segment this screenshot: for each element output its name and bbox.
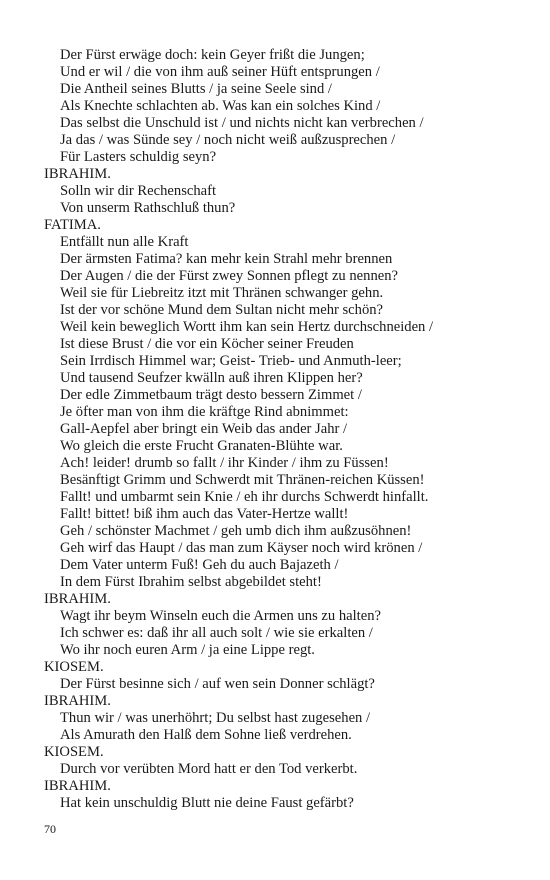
play-text [44, 47, 524, 812]
verse-line: Fallt! bittet! biß ihm auch das Vater-Hertze wallt! [60, 506, 349, 522]
verse-line: Die Antheil seines Blutts / ja seine Seele sind / [60, 81, 332, 97]
verse-line: Sein Irrdisch Himmel war; Geist- Trieb- und Anmuth-leer; [60, 353, 402, 369]
verse-line: Der edle Zimmetbaum trägt desto bessern Zimmet / [60, 387, 362, 403]
verse-line: Wo gleich die erste Frucht Granaten-Blühte war. [60, 438, 343, 454]
verse-line: Solln wir dir Rechenschaft [60, 183, 217, 199]
verse-line: Der Augen / die der Fürst zwey Sonnen pflegt zu nennen? [60, 268, 398, 284]
verse-line: Ach! leider! drumb so fallt / ihr Kinder / ihm zu Füssen! [60, 455, 389, 471]
verse-line: Ist der vor schöne Mund dem Sultan nicht mehr schön? [60, 302, 384, 318]
verse-line: Hat kein unschuldig Blutt nie deine Faust gefärbt? [60, 795, 354, 811]
verse-line: Wagt ihr beym Winseln euch die Armen uns zu halten? [60, 608, 381, 624]
verse-line: Gall-Aepfel aber bringt ein Weib das ander Jahr / [60, 421, 348, 437]
verse-line: Weil kein beweglich Wortt ihm kan sein Hertz durchschneiden / [60, 319, 434, 335]
verse-line: Durch vor verübten Mord hatt er den Tod verkerbt. [60, 761, 358, 777]
verse-line: Weil sie für Liebreitz itzt mit Thränen schwanger gehn. [60, 285, 384, 301]
verse-line: Und er wil / die von ihm auß seiner Hüft entsprungen / [60, 64, 380, 80]
verse-line: Der Fürst besinne sich / auf wen sein Donner schlägt? [60, 676, 375, 692]
verse-line: Als Knechte schlachten ab. Was kan ein solches Kind / [60, 98, 381, 114]
verse-line: Ja das / was Sünde sey / noch nicht weiß außzusprechen / [60, 132, 396, 148]
verse-line: In dem Fürst Ibrahim selbst abgebildet steht! [60, 574, 322, 590]
speaker-name: KIOSEM. [44, 659, 104, 675]
verse-line: Fallt! und umbarmt sein Knie / eh ihr durchs Schwerdt hinfallt. [60, 489, 429, 505]
verse-line: Als Amurath den Halß dem Sohne ließ verdrehen. [60, 727, 352, 743]
verse-line: Das selbst die Unschuld ist / und nichts nicht kan verbrechen / [60, 115, 424, 131]
verse-line: Besänftigt Grimm und Schwerdt mit Thränen-reichen Küssen! [60, 472, 425, 488]
speaker-name: FATIMA. [44, 217, 101, 233]
verse-line: Wo ihr noch euren Arm / ja eine Lippe regt. [60, 642, 315, 658]
verse-line: Je öfter man von ihm die kräftge Rind abnimmet: [60, 404, 349, 420]
verse-line: Ich schwer es: daß ihr all auch solt / wie sie erkalten / [60, 625, 373, 641]
verse-line: Ist diese Brust / die vor ein Köcher seiner Freuden [60, 336, 354, 352]
verse-line: Dem Vater unterm Fuß! Geh du auch Bajazeth / [60, 557, 339, 573]
verse-line: Der Fürst erwäge doch: kein Geyer frißt die Jungen; [60, 47, 365, 63]
verse-line: Der ärmsten Fatima? kan mehr kein Strahl mehr brennen [60, 251, 393, 267]
verse-line: Entfällt nun alle Kraft [60, 234, 189, 250]
page-number: 70 [44, 822, 56, 836]
speaker-name: KIOSEM. [44, 744, 104, 760]
verse-line: Thun wir / was unerhöhrt; Du selbst hast zugesehen / [60, 710, 371, 726]
speaker-name: IBRAHIM. [44, 591, 111, 607]
speaker-name: IBRAHIM. [44, 778, 111, 794]
speaker-name: IBRAHIM. [44, 693, 111, 709]
verse-line: Geh / schönster Machmet / geh umb dich ihm außzusöhnen! [60, 523, 412, 539]
verse-line: Für Lasters schuldig seyn? [60, 149, 217, 165]
speaker-name: IBRAHIM. [44, 166, 111, 182]
verse-line: Und tausend Seufzer kwälln auß ihren Klippen her? [60, 370, 363, 386]
verse-line: Von unserm Rathschluß thun? [60, 200, 236, 216]
verse-line: Geh wirf das Haupt / das man zum Käyser noch wird krönen / [60, 540, 423, 556]
